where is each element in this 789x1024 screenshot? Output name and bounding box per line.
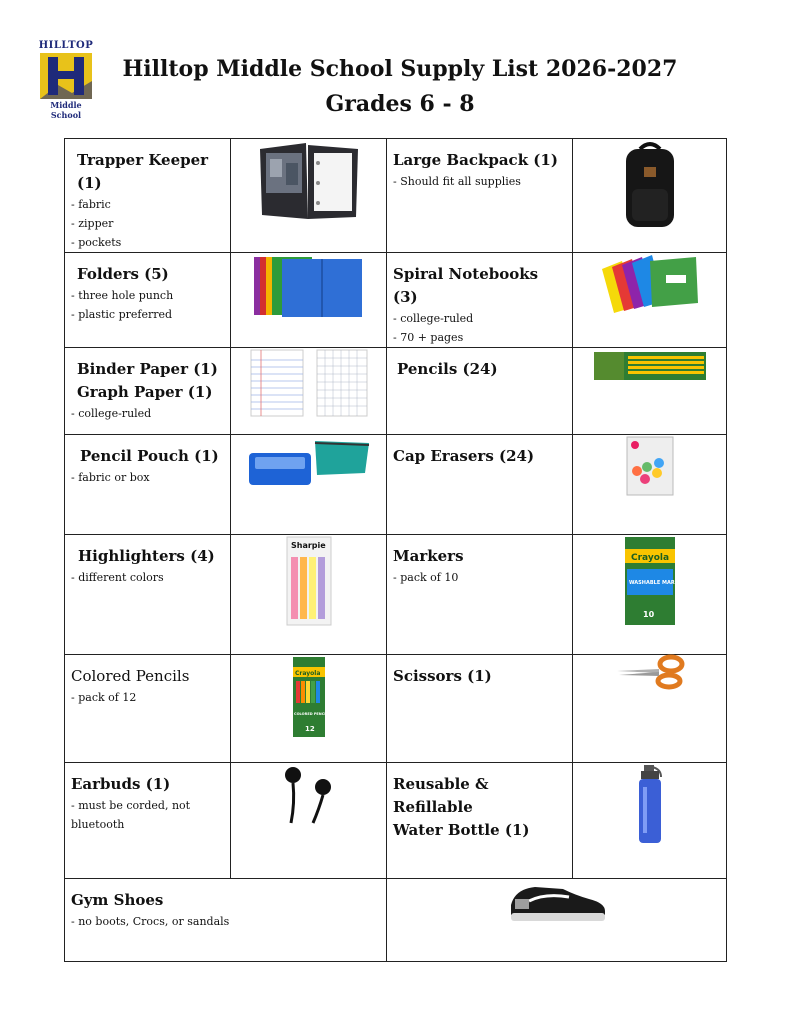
pencil-pouch-image-cell (231, 435, 387, 535)
table-row (65, 253, 727, 348)
spiral-notebooks-image-cell (573, 253, 727, 348)
hilltop-h-icon (38, 51, 94, 101)
spiral-notebooks-cell (387, 253, 573, 348)
highlighters-cell (65, 535, 231, 655)
table-row (65, 348, 727, 435)
markers-box-icon (623, 535, 689, 627)
item-note: - pack of 12 (71, 691, 137, 704)
item-note: bluetooth (71, 818, 125, 831)
gym-shoes-image-cell (387, 879, 727, 962)
colored-pencils-label: COLORED PENCILS (293, 712, 330, 716)
item-note: - three hole punch (71, 289, 174, 302)
cap-erasers-image-cell (573, 435, 727, 535)
item-note: - college-ruled (393, 312, 474, 325)
trapper-keeper-cell (65, 139, 231, 253)
scissors-image-cell (573, 655, 727, 763)
gym-shoe-icon (505, 879, 609, 923)
highlighters-icon (285, 535, 333, 627)
item-note: - 70 + pages (393, 331, 464, 344)
item-name: Cap Erasers (24) (393, 447, 535, 465)
scissors-icon (615, 655, 685, 689)
item-note: - different colors (71, 571, 164, 584)
item-name: Highlighters (4) (78, 547, 215, 565)
backpack-icon (618, 139, 682, 231)
cap-erasers-icon (625, 435, 675, 497)
trapper-keeper-image-cell (231, 139, 387, 253)
colored-pencils-image-cell (231, 655, 387, 763)
item-name: Spiral Notebooks (3) (393, 265, 539, 306)
count-label: 10 (642, 610, 654, 619)
item-note: - must be corded, not (71, 799, 191, 812)
item-note: - pockets (71, 236, 122, 249)
binder-graph-paper-icon (249, 348, 369, 418)
colored-pencils-box-icon (291, 655, 330, 739)
item-name: Large Backpack (1) (393, 151, 558, 169)
pencil-pouch-cell (65, 435, 231, 535)
spiral-notebooks-icon (600, 253, 700, 313)
item-name: Folders (5) (77, 265, 169, 283)
item-name: Gym Shoes (71, 891, 164, 909)
highlighters-image-cell (231, 535, 387, 655)
pencils-image-cell (573, 348, 727, 435)
backpack-image-cell (573, 139, 727, 253)
item-name: Graph Paper (1) (77, 383, 213, 401)
item-name: Water Bottle (1) (393, 821, 530, 839)
item-name: Pencil Pouch (1) (80, 447, 219, 465)
table-row (65, 435, 727, 535)
water-bottle-cell (387, 763, 573, 879)
folders-cell (65, 253, 231, 348)
item-name: Pencils (24) (397, 360, 498, 378)
page-title: Hilltop Middle School Supply List 2026-2027 (122, 56, 678, 82)
item-name: Binder Paper (1) (77, 360, 218, 378)
item-note: - fabric (71, 198, 111, 211)
backpack-cell (387, 139, 573, 253)
logo-top-text: HILLTOP (38, 40, 94, 51)
item-name: Markers (393, 547, 464, 565)
item-name: Reusable & Refillable (393, 775, 489, 816)
water-bottle-image-cell (573, 763, 727, 879)
item-name: Scissors (1) (393, 667, 492, 685)
item-name: Earbuds (1) (71, 775, 171, 793)
binder-paper-cell (65, 348, 231, 435)
colored-pencils-cell (65, 655, 231, 763)
school-logo (34, 40, 98, 120)
table-row (65, 535, 727, 655)
item-note: - no boots, Crocs, or sandals (71, 915, 230, 928)
earbuds-cell (65, 763, 231, 879)
logo-bottom-text: Middle School (50, 100, 82, 120)
item-note: - fabric or box (71, 471, 150, 484)
table-row (65, 655, 727, 763)
item-note: - plastic preferred (71, 308, 173, 321)
markers-cell (387, 535, 573, 655)
water-bottle-icon (635, 763, 665, 845)
crayola-label: Crayola (294, 670, 320, 677)
table-row (65, 139, 727, 253)
crayola-label: Crayola (630, 553, 669, 563)
sharpie-label: Sharpie (290, 541, 326, 550)
supply-table (64, 138, 727, 962)
earbuds-icon (279, 763, 339, 825)
paper-image-cell (231, 348, 387, 435)
count-label: 12 (304, 725, 315, 733)
table-row (65, 763, 727, 879)
folders-image-cell (231, 253, 387, 348)
folders-icon (252, 253, 366, 319)
item-name: Trapper Keeper (1) (77, 151, 209, 192)
scissors-cell (387, 655, 573, 763)
pencils-cell (387, 348, 573, 435)
item-note: - zipper (71, 217, 114, 230)
item-note: - pack of 10 (393, 571, 459, 584)
table-row (65, 879, 727, 962)
pencils-box-icon (592, 348, 708, 384)
item-note: - college-ruled (71, 407, 152, 420)
pencil-pouch-icon (245, 435, 373, 491)
gym-shoes-cell (65, 879, 387, 962)
earbuds-image-cell (231, 763, 387, 879)
item-name: Colored Pencils (71, 667, 190, 685)
page-subtitle: Grades 6 - 8 (325, 91, 475, 117)
cap-erasers-cell (387, 435, 573, 535)
item-note: - Should fit all supplies (393, 175, 521, 188)
trapper-keeper-icon (254, 139, 364, 223)
washable-markers-label: WASHABLE MARKERS (628, 580, 689, 586)
markers-image-cell (573, 535, 727, 655)
